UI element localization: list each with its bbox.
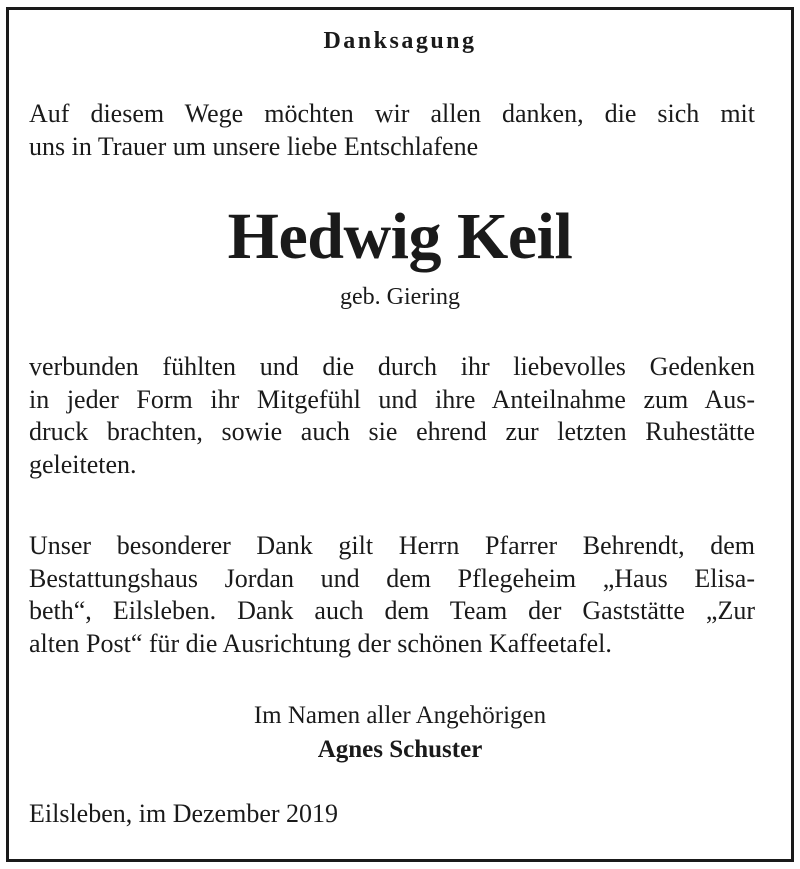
deceased-name: Hedwig Keil xyxy=(227,200,573,273)
thanks-line: geleiteten. xyxy=(29,449,137,479)
special-thanks-paragraph xyxy=(29,530,755,660)
thanks-line: in jeder Form ihr Mitgefühl und ihre Anteilnahme zum Aus- xyxy=(29,384,755,414)
deceased-birth-name: geb. Giering xyxy=(340,284,460,310)
thanks-line: druck brachten, sowie auch sie ehrend zur letzten Ruhestätte xyxy=(29,417,755,446)
intro-line: Auf diesem Wege möchten wir allen danken, die sich mit xyxy=(29,99,755,128)
intro-line: uns in Trauer um unsere liebe Entschlafene xyxy=(29,131,479,161)
place-and-date: Eilsleben, im Dezember 2019 xyxy=(29,799,339,828)
notice-heading: Danksagung xyxy=(323,28,477,54)
thanks-line: verbunden fühlten und die durch ihr liebevolles Gedenken xyxy=(29,352,755,381)
intro-paragraph xyxy=(29,98,755,163)
special-thanks-line: beth“, Eilsleben. Dank auch dem Team der Gaststätte „Zur xyxy=(29,596,755,625)
special-thanks-line: Bestattungshaus Jordan und dem Pflegeheim „Haus Elisa- xyxy=(29,563,755,593)
thanks-paragraph xyxy=(29,351,755,481)
signer-name: Agnes Schuster xyxy=(317,736,483,763)
special-thanks-line: alten Post“ für die Ausrichtung der schönen Kaffeetafel. xyxy=(29,628,612,658)
signature-line: Im Namen aller Angehörigen xyxy=(253,702,547,729)
special-thanks-line: Unser besonderer Dank gilt Herrn Pfarrer Behrendt, dem xyxy=(29,531,755,560)
